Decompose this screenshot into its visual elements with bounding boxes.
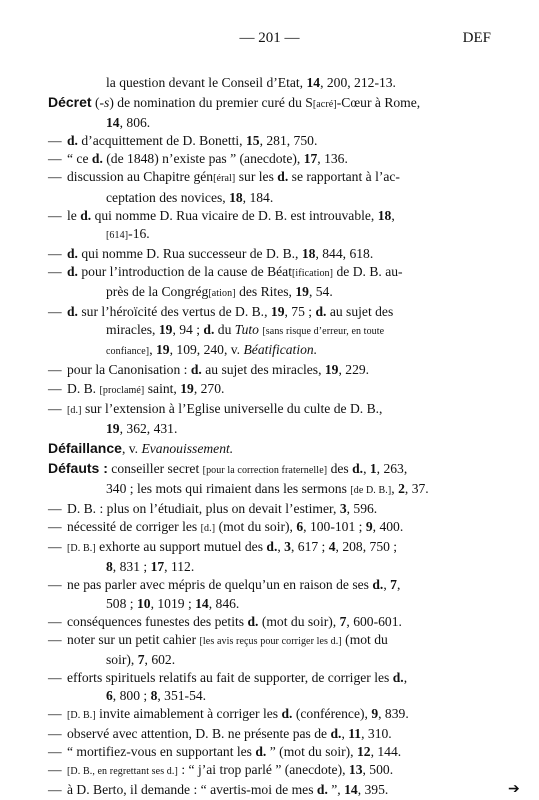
entry-text: d.: [277, 169, 289, 185]
index-entry: [48, 518, 491, 538]
entry-text: 13: [348, 762, 363, 778]
index-entry: [48, 132, 491, 150]
entry-text: -16.: [128, 225, 150, 241]
entry-text: , 37.: [404, 480, 429, 496]
entry-text: , 596.: [346, 501, 378, 517]
index-heading: [48, 93, 491, 114]
entry-text: [D. B.]: [67, 710, 96, 722]
page-header: [0, 30, 539, 50]
entry-text: [pour la correction fraternelle]: [202, 464, 328, 476]
headword: Défauts :: [48, 459, 108, 476]
entry-dash: —: [48, 304, 62, 320]
entry-text: , 136.: [317, 151, 348, 167]
index-entry: [48, 380, 491, 400]
index-entry: [48, 631, 491, 651]
entry-text: ,: [403, 669, 408, 685]
entry-text: , 200, 212-13.: [320, 75, 396, 90]
entry-text: observé avec attention, D. B. ne présente pas de: [67, 726, 331, 742]
entry-text: [614]: [106, 229, 129, 241]
index-entry-continuation: [48, 114, 491, 132]
entry-text: 17: [150, 559, 165, 575]
entry-dash: —: [48, 362, 62, 378]
entry-text: , 94 ;: [172, 322, 204, 338]
entry-text: [D. B., en regrettant ses d.]: [67, 766, 178, 778]
index-entry: [48, 725, 491, 743]
entry-text: 10: [136, 595, 151, 611]
entry-text: , 100-101 ;: [303, 519, 366, 535]
entry-text: , 844, 618.: [315, 245, 374, 261]
entry-text: , 144.: [370, 744, 402, 760]
entry-text: , 351-54.: [157, 688, 207, 703]
entry-text: d.: [352, 460, 364, 476]
entry-dash: —: [48, 245, 62, 261]
entry-text: , 602.: [144, 651, 176, 667]
entry-text: 9: [371, 706, 379, 722]
entry-text: d.: [266, 539, 278, 555]
entry-text: 7: [390, 577, 397, 593]
entry-text: ,: [391, 207, 395, 223]
entry-text: noter sur un petit cahier: [67, 631, 200, 647]
index-entry: [48, 743, 491, 761]
entry-text: (: [91, 95, 100, 111]
entry-text: [ification]: [292, 267, 334, 279]
entry-text: 3: [284, 539, 291, 555]
entry-text: au sujet des: [326, 304, 394, 320]
entry-text: 19: [324, 362, 339, 378]
entry-text: qui nomme D. Rua successeur de D. B.,: [77, 245, 302, 261]
entry-text: “ ce: [67, 151, 92, 167]
entry-text: d.: [67, 304, 78, 320]
entry-text: , 270.: [193, 380, 225, 396]
entry-text: : “ j’ai trop parlé ” (anecdote),: [177, 762, 349, 778]
entry-text: conséquences funestes des petits: [67, 613, 248, 629]
entry-text: [D. B.]: [67, 543, 96, 555]
entry-text: , 54.: [308, 284, 333, 300]
entry-text: efforts spirituels relatifs au fait de supporter, de corriger les: [67, 669, 393, 685]
entry-text: d.: [190, 362, 202, 378]
index-entry: [48, 168, 491, 188]
index-entry-continuation: [48, 558, 491, 576]
index-entry: [48, 576, 491, 594]
entry-text: (conférence),: [292, 706, 372, 722]
entry-text: confiance]: [106, 346, 150, 358]
entry-text: (de 1848) n’existe pas ” (anecdote),: [102, 151, 304, 167]
index-heading: [48, 459, 491, 480]
entry-dash: —: [48, 169, 62, 185]
index-entry: [48, 263, 491, 283]
entry-text: 11: [348, 726, 362, 742]
index-entries: [48, 74, 520, 800]
entry-text: miracles,: [106, 322, 159, 338]
entry-text: ) de nomination du premier curé du S: [109, 95, 313, 111]
entry-text: d.: [67, 263, 78, 279]
index-entry-continuation: [48, 225, 491, 245]
index-entry: [48, 207, 491, 225]
entry-text: invite aimablement à corriger les: [95, 706, 282, 722]
entry-dash: —: [48, 501, 62, 517]
entry-text: ,: [341, 726, 349, 742]
entry-text: discussion au Chapitre gén: [67, 169, 214, 185]
entry-text: le: [67, 207, 81, 223]
entry-text: ,: [396, 577, 401, 593]
entry-text: 14: [195, 595, 209, 611]
index-entry: [48, 761, 491, 781]
entry-dash: —: [48, 631, 62, 647]
entry-text: des: [327, 460, 353, 476]
entry-text: Evanouissement.: [141, 440, 234, 456]
entry-dash: —: [48, 263, 62, 279]
entry-text: nécessité de corriger les: [67, 519, 201, 535]
entry-text: ,: [383, 577, 391, 593]
headword: Décret: [48, 94, 92, 111]
entry-text: 14: [106, 115, 120, 131]
entry-text: [ation]: [208, 288, 236, 300]
entry-text: 7: [339, 613, 347, 629]
index-entry-continuation: [48, 420, 491, 438]
entry-text: 12: [356, 744, 371, 760]
entry-text: 2: [398, 480, 405, 496]
entry-text: 19: [270, 304, 285, 320]
entry-text: sur les: [235, 169, 278, 185]
entry-text: , 263,: [376, 460, 408, 476]
entry-text: (mot du: [341, 631, 388, 647]
entry-text: sur l’extension à l’Eglise universelle du culte de D. B.,: [81, 400, 383, 416]
entry-dash: —: [48, 151, 62, 167]
index-entry-continuation: [48, 341, 491, 361]
entry-text: ceptation des novices,: [106, 189, 230, 205]
entry-text: 508 ;: [106, 595, 137, 611]
index-entry: [48, 361, 491, 379]
entry-text: d.: [247, 613, 259, 629]
index-heading: [48, 439, 491, 458]
entry-text: [sans risque d’erreur, en toute: [262, 326, 385, 338]
section-code: DEF: [462, 30, 491, 46]
entry-text: d.: [203, 322, 215, 338]
entry-text: 14: [344, 782, 358, 798]
index-entry: [48, 150, 491, 168]
entry-text: 19: [158, 322, 173, 338]
index-entry: [48, 400, 491, 420]
entry-text: , 600-601.: [346, 613, 402, 629]
entry-text: du: [214, 322, 235, 338]
entry-text: d.: [372, 577, 384, 593]
entry-text: 18: [229, 189, 243, 205]
index-entry: [48, 613, 491, 631]
entry-text: 19: [106, 420, 120, 436]
entry-text: , 839.: [378, 706, 409, 722]
entry-dash: —: [48, 519, 62, 535]
entry-text: , 1019 ;: [150, 595, 196, 611]
entry-text: , 112.: [164, 559, 195, 575]
entry-dash: —: [48, 400, 62, 416]
entry-text: ne pas parler avec mépris de quelqu’un en raison de ses: [67, 577, 373, 593]
index-entry: [48, 500, 491, 518]
entry-text: d.: [392, 669, 404, 685]
entry-text: d.: [330, 726, 342, 742]
index-entry-continuation: [48, 595, 491, 613]
entry-text: , 846.: [208, 595, 240, 611]
index-entry: [48, 669, 491, 687]
entry-text: la question devant le Conseil d’Etat,: [106, 75, 307, 90]
index-entry: [48, 245, 491, 263]
entry-text: , 208, 750 ;: [335, 539, 398, 555]
entry-text: [de D. B.]: [350, 484, 392, 496]
entry-text: , 109, 240, v.: [169, 342, 244, 358]
entry-dash: —: [48, 706, 62, 722]
entry-text: des Rites,: [235, 284, 296, 300]
index-entry-continuation: [48, 651, 491, 669]
entry-text: , 310.: [361, 726, 392, 742]
index-entry: [48, 705, 491, 725]
entry-text: , 229.: [338, 362, 370, 378]
index-entry-continuation: [48, 480, 491, 500]
entry-text: , 395.: [357, 782, 389, 798]
entry-dash: —: [48, 133, 62, 149]
entry-text: , 400.: [372, 519, 404, 535]
entry-text: D. B. : plus on l’étudiait, plus on devait l’estimer,: [67, 501, 340, 517]
index-entry: [48, 74, 491, 92]
entry-dash: —: [48, 782, 62, 798]
entry-text: 18: [377, 207, 392, 223]
entry-text: , v.: [121, 440, 142, 456]
entry-text: près de la Congrég: [106, 284, 209, 300]
entry-text: exhorte au support mutuel des: [95, 539, 267, 555]
entry-text: de D. B. au-: [333, 263, 403, 279]
entry-text: , 806.: [119, 115, 151, 131]
entry-text: D. B.: [67, 380, 100, 396]
entry-text: [les avis reçus pour corriger les d.]: [199, 635, 342, 647]
entry-text: 340 ; les mots qui rimaient dans les sermons: [106, 480, 351, 496]
entry-text: 19: [295, 284, 309, 300]
entry-text: pour la Canonisation :: [67, 362, 191, 378]
index-entry: — à D. Berto, il demande : “ avertis-moi de mes d. ”, 14, 395. ➔: [48, 781, 491, 799]
entry-text: , 831 ;: [112, 559, 151, 575]
entry-text: pour l’introduction de la cause de Béat: [77, 263, 292, 279]
entry-text: -Cœur à Rome,: [336, 95, 421, 111]
entry-text: ”,: [327, 782, 345, 798]
entry-text: [d.]: [67, 404, 82, 416]
entry-text: à D. Berto, il demande : “ avertis-moi de mes: [67, 782, 317, 798]
entry-dash: —: [48, 762, 62, 778]
headword: Défaillance: [48, 439, 122, 456]
entry-text: -s: [99, 95, 110, 111]
entry-text: (mot du soir),: [215, 519, 297, 535]
entry-dash: —: [48, 539, 62, 555]
entry-text: 18: [301, 245, 316, 261]
index-entry-continuation: [48, 283, 491, 303]
entry-text: “ mortifiez-vous en supportant les: [67, 744, 256, 760]
entry-dash: —: [48, 726, 62, 742]
entry-text: 8: [150, 688, 158, 703]
entry-text: sur l’héroïcité des vertus de D. B.,: [77, 304, 271, 320]
entry-dash: —: [48, 744, 62, 760]
entry-text: , 617 ;: [290, 539, 329, 555]
entry-dash: —: [48, 207, 62, 223]
entry-text: ,: [149, 342, 156, 358]
entry-text: [acré]: [312, 99, 337, 111]
entry-text: , 800 ;: [112, 688, 151, 703]
entry-text: 4: [328, 539, 336, 555]
entry-text: d.: [281, 706, 293, 722]
entry-text: ,: [391, 480, 399, 496]
page-number: — 201 —: [239, 30, 300, 46]
entry-text: (mot du soir),: [258, 613, 340, 629]
entry-text: d.: [67, 245, 78, 261]
index-entry-continuation: [48, 189, 491, 207]
entry-text: 8: [106, 559, 113, 575]
entry-text: 3: [339, 501, 347, 517]
entry-text: d.: [315, 304, 327, 320]
entry-text: , 500.: [362, 762, 394, 778]
entry-text: 7: [137, 651, 145, 667]
entry-text: conseiller secret: [107, 460, 203, 476]
entry-text: ” (mot du soir),: [266, 744, 357, 760]
index-entry: [48, 303, 491, 321]
entry-text: 19: [180, 380, 194, 396]
entry-text: 17: [303, 151, 318, 167]
entry-text: saint,: [144, 380, 181, 396]
entry-text: d’acquittement de D. Bonetti,: [77, 133, 246, 149]
entry-text: Tuto: [234, 322, 259, 338]
entry-text: [proclamé]: [99, 384, 145, 396]
entry-text: d.: [316, 782, 328, 798]
index-entry-continuation: [48, 687, 491, 705]
entry-text: , 184.: [242, 189, 274, 205]
entry-text: ,: [277, 539, 285, 555]
entry-text: d.: [255, 744, 267, 760]
entry-text: au sujet des miracles,: [201, 362, 325, 378]
entry-dash: —: [48, 577, 62, 593]
entry-text: 6: [296, 519, 304, 535]
entry-text: d.: [91, 151, 103, 167]
entry-text: 14: [306, 75, 321, 90]
entry-text: , 281, 750.: [259, 133, 318, 149]
entry-text: d.: [80, 207, 92, 223]
entry-text: 19: [156, 342, 170, 358]
entry-text: [éral]: [213, 173, 236, 185]
entry-text: [d.]: [200, 523, 216, 535]
entry-dash: —: [48, 669, 62, 685]
entry-text: qui nomme D. Rua vicaire de D. B. est introuvable,: [91, 207, 378, 223]
entry-dash: —: [48, 380, 62, 396]
entry-text: d.: [67, 133, 78, 149]
entry-dash: —: [48, 613, 62, 629]
entry-text: ,: [363, 460, 370, 476]
entry-text: se rapportant à l’ac-: [288, 169, 400, 185]
entry-text: 1: [369, 460, 377, 476]
entry-text: 6: [106, 688, 113, 703]
entry-text: 15: [245, 133, 260, 149]
entry-text: soir),: [106, 651, 138, 667]
index-entry: [48, 538, 491, 558]
entry-text: , 75 ;: [284, 304, 316, 320]
index-entry-continuation: [48, 321, 491, 341]
entry-text: , 362, 431.: [119, 420, 178, 436]
entry-text: Béatification.: [243, 342, 318, 358]
entry-text: 9: [365, 519, 373, 535]
